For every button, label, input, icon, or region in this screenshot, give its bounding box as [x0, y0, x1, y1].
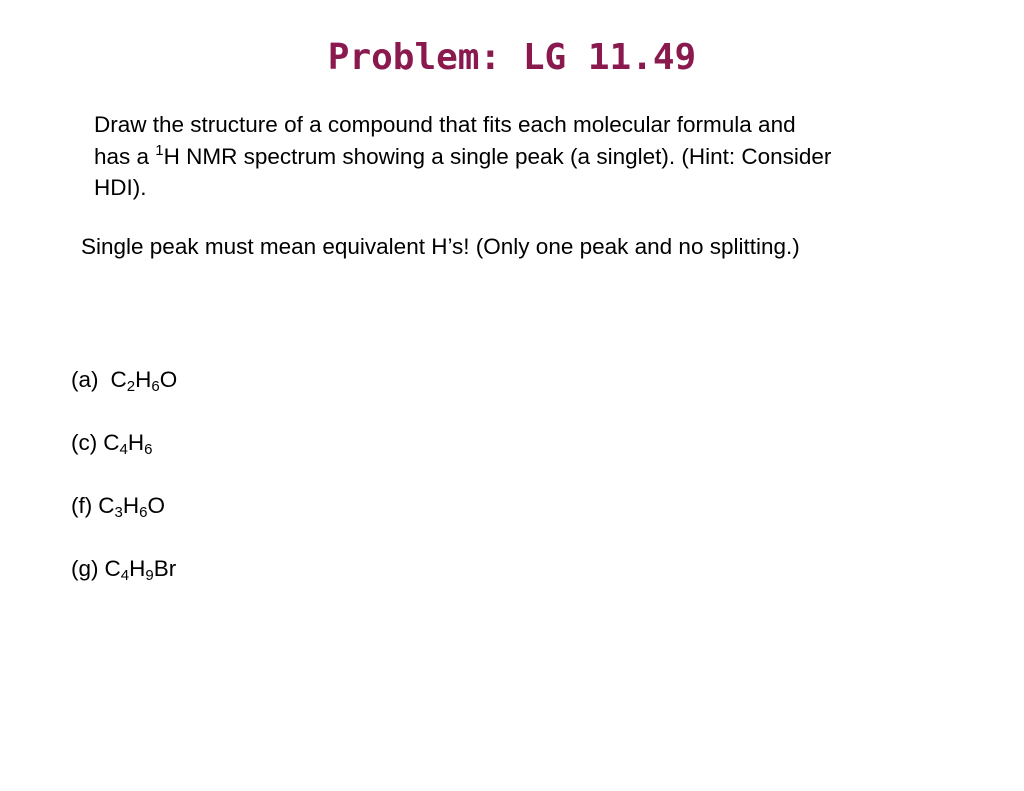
element-symbol: C: [110, 367, 127, 392]
prompt-line-2: [94, 141, 964, 173]
part-f: [71, 490, 177, 553]
isotope-superscript: 1: [155, 141, 164, 159]
element-symbol: O: [147, 493, 165, 518]
prompt-line-3: HDI).: [94, 175, 147, 200]
prompt-line-2-start: has a: [94, 143, 156, 169]
part-g: [71, 553, 177, 616]
formula: [98, 493, 165, 521]
element-symbol: H: [127, 430, 145, 455]
part-label: (f): [71, 493, 93, 518]
element-symbol: C: [104, 556, 121, 581]
element-symbol: H: [129, 556, 146, 581]
formula: [104, 556, 177, 584]
part-a: [71, 364, 177, 427]
prompt-line-1: Draw the structure of a compound that fits each molecular formula and: [94, 112, 796, 137]
formula-list: [71, 364, 177, 616]
subscript: 3: [114, 504, 123, 521]
prompt-line-2-end: H NMR spectrum showing a single peak (a singlet). (Hint: Consider: [163, 143, 832, 169]
part-label: (c): [71, 430, 98, 455]
element-symbol: C: [98, 493, 115, 518]
subscript: 6: [151, 378, 160, 395]
subscript: 4: [120, 567, 130, 584]
element-symbol: C: [103, 430, 120, 455]
problem-prompt: [94, 109, 964, 204]
subscript: 6: [144, 441, 153, 458]
page-title: Problem: LG 11.49: [327, 37, 697, 78]
element-symbol: H: [135, 367, 152, 392]
subscript: 2: [126, 378, 136, 395]
part-label: (a): [71, 367, 99, 392]
answer-note: Single peak must mean equivalent H’s! (Only one peak and no splitting.): [81, 234, 800, 259]
element-symbol: Br: [153, 556, 177, 581]
subscript: 4: [119, 441, 128, 458]
part-label: (g): [71, 556, 99, 581]
subscript: 9: [145, 567, 154, 584]
formula: [103, 430, 153, 458]
element-symbol: O: [159, 367, 178, 392]
subscript: 6: [139, 504, 148, 521]
formula: [110, 367, 178, 395]
part-c: [71, 427, 177, 490]
element-symbol: H: [122, 493, 140, 518]
